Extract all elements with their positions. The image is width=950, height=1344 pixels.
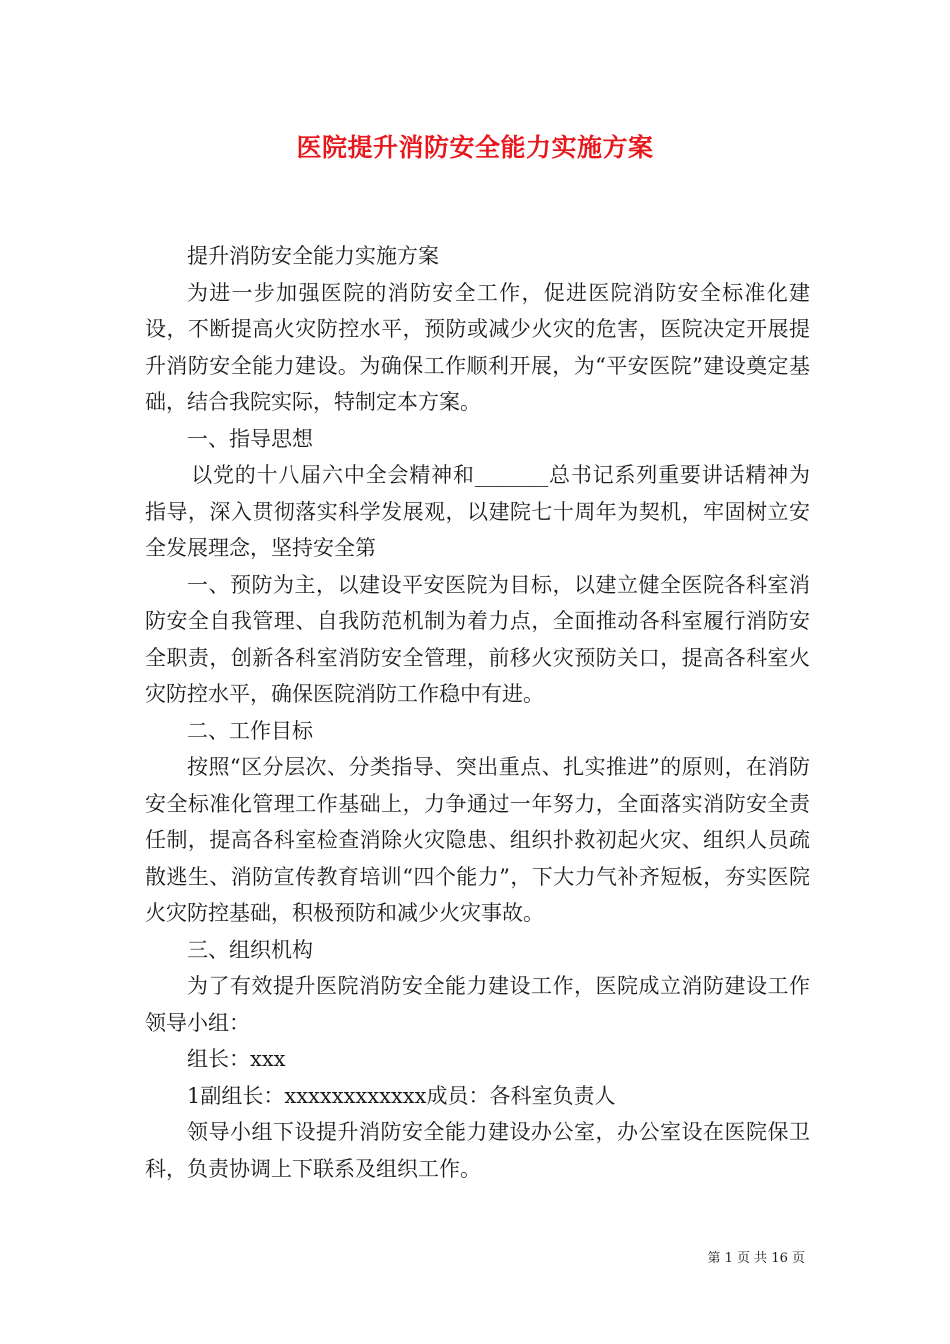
office-paragraph: 领导小组下设提升消防安全能力建设办公室，办公室设在医院保卫科，负责协调上下联系及组织工作。	[145, 1120, 810, 1181]
organization-paragraph: 为了有效提升医院消防安全能力建设工作，医院成立消防建设工作领导小组：	[145, 974, 810, 1035]
section-heading-organization: 三、组织机构	[187, 937, 313, 962]
work-goals-paragraph: 按照“区分层次、分类指导、突出重点、扎实推进”的原则，在消防安全标准化管理工作基础上，力争通过一年努力，全面落实消防安全责任制，提高各科室检查消除火灾隐患、组织扑救初起火灾、组织人员疏散逃生、消防宣传教育培训“四个能力”，下大力气补齐短板，夯实医院火灾防控基础，积极预防和减少火灾事故。	[145, 755, 810, 925]
deputy-leader-line: 1副组长：xxxxxxxxxxxx成员：各科室负责人	[187, 1083, 616, 1108]
section-heading-work-goals: 二、工作目标	[187, 718, 313, 743]
intro-paragraph: 为进一步加强医院的消防安全工作，促进医院消防安全标准化建设，不断提高火灾防控水平，预防或减少火灾的危害，医院决定开展提升消防安全能力建设。为确保工作顺利开展，为“平安医院”建设奠定基础，结合我院实际，特制定本方案。	[145, 280, 810, 414]
subtitle-paragraph: 提升消防安全能力实施方案	[187, 244, 439, 268]
prevention-paragraph: 一、预防为主，以建设平安医院为目标，以建立健全医院各科室消防安全自我管理、自我防范机制为着力点，全面推动各科室履行消防安全职责，创新各科室消防安全管理，前移火灾预防关口，提高各科室火灾防控水平，确保医院消防工作稳中有进。	[145, 572, 810, 706]
document-title: 医院提升消防安全能力实施方案	[296, 133, 654, 162]
team-leader-line: 组长：xxx	[187, 1047, 286, 1071]
section-heading-guiding-thought: 一、指导思想	[187, 426, 313, 451]
document-body	[145, 238, 810, 1187]
page-number: 第 1 页 共 16 页	[707, 1251, 805, 1266]
guiding-thought-paragraph: 以党的十八届六中全会精神和_______总书记系列重要讲话精神为指导，深入贯彻落实科学发展观，以建院七十周年为契机，牢固树立安全发展理念，坚持安全第	[145, 463, 810, 560]
